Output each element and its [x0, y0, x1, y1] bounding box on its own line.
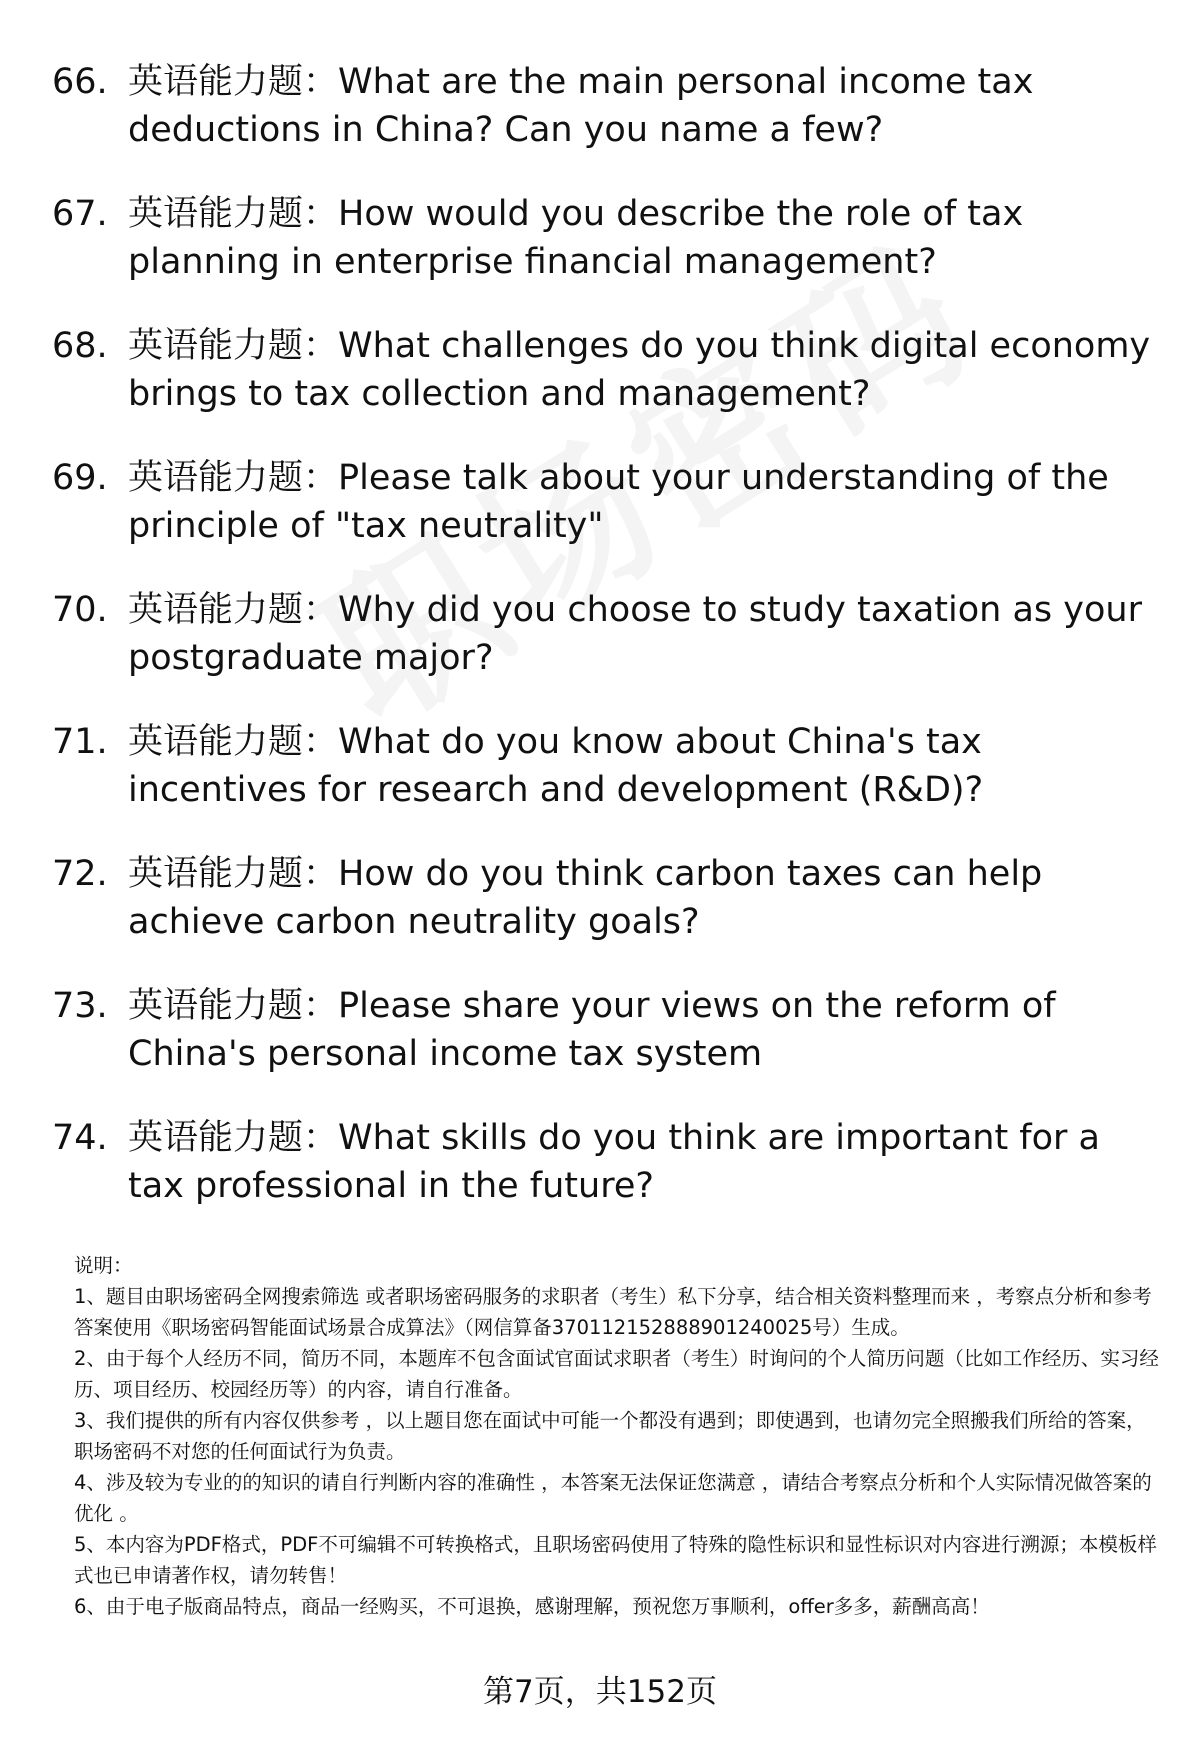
question-body: What are the main personal income tax deductions in China? Can you name a few? — [128, 62, 1034, 150]
question-text — [128, 1114, 1162, 1210]
note-item: 3、我们提供的所有内容仅供参考 ，以上题目您在面试中可能一个都没有遇到；即使遇到，也请勿完全照搬我们所给的答案，职场密码不对您的任何面试行为负责。 — [74, 1409, 1146, 1463]
question-item — [52, 850, 1162, 946]
question-prefix: 英语能力题： — [128, 986, 339, 1026]
question-item — [52, 718, 1162, 814]
question-body: How would you describe the role of tax planning in enterprise financial management? — [128, 194, 1024, 282]
question-prefix: 英语能力题： — [128, 590, 339, 630]
question-item — [52, 322, 1162, 418]
question-prefix: 英语能力题： — [128, 326, 339, 366]
question-number: 71. — [52, 722, 108, 762]
question-prefix: 英语能力题： — [128, 854, 339, 894]
note-item: 1、题目由职场密码全网搜索筛选 或者职场密码服务的求职者（考生）私下分享，结合相关资料整理而来 ，考察点分析和参考答案使用《职场密码智能面试场景合成算法》（网信算备370112152888901240025号）生成。 — [74, 1285, 1152, 1339]
question-prefix: 英语能力题： — [128, 722, 339, 762]
question-number: 67. — [52, 194, 108, 234]
question-body: How do you think carbon taxes can help achieve carbon neutrality goals? — [128, 854, 1043, 942]
question-body: Please talk about your understanding of the principle of "tax neutrality" — [128, 458, 1109, 546]
question-item — [52, 190, 1162, 286]
question-text — [128, 322, 1162, 418]
question-item — [52, 1114, 1162, 1210]
question-number: 74. — [52, 1118, 108, 1158]
question-item — [52, 586, 1162, 682]
question-body: What challenges do you think digital economy brings to tax collection and management? — [128, 326, 1151, 414]
notes-section — [74, 1250, 1160, 1622]
question-body: Please share your views on the reform of China's personal income tax system — [128, 986, 1056, 1074]
question-item — [52, 982, 1162, 1078]
question-text — [128, 718, 1162, 814]
question-item — [52, 58, 1162, 154]
question-body: Why did you choose to study taxation as your postgraduate major? — [128, 590, 1142, 678]
question-item — [52, 454, 1162, 550]
question-number: 73. — [52, 986, 108, 1026]
note-item: 6、由于电子版商品特点，商品一经购买，不可退换，感谢理解，预祝您万事顺利，offer多多，薪酬高高！ — [74, 1595, 990, 1618]
notes-heading: 说明： — [74, 1254, 133, 1277]
question-text — [128, 850, 1162, 946]
question-number: 69. — [52, 458, 108, 498]
page-number: 第7页，共152页 — [483, 1674, 717, 1710]
question-list — [52, 58, 1162, 1246]
question-number: 72. — [52, 854, 108, 894]
question-text — [128, 454, 1162, 550]
question-prefix: 英语能力题： — [128, 1118, 339, 1158]
question-text — [128, 982, 1162, 1078]
question-body: What skills do you think are important for a tax professional in the future? — [128, 1118, 1101, 1206]
question-number: 68. — [52, 326, 108, 366]
question-prefix: 英语能力题： — [128, 194, 339, 234]
question-number: 66. — [52, 62, 108, 102]
question-prefix: 英语能力题： — [128, 458, 339, 498]
question-text — [128, 58, 1162, 154]
question-body: What do you know about China's tax incentives for research and development (R&D)? — [128, 722, 984, 810]
note-item: 4、涉及较为专业的的知识的请自行判断内容的准确性 ，本答案无法保证您满意 ，请结合考察点分析和个人实际情况做答案的优化 。 — [74, 1471, 1152, 1525]
question-text — [128, 190, 1162, 286]
note-item: 2、由于每个人经历不同，简历不同，本题库不包含面试官面试求职者（考生）时询问的个人简历问题（比如工作经历、实习经历、项目经历、校园经历等）的内容，请自行准备。 — [74, 1347, 1159, 1401]
note-item: 5、本内容为PDF格式，PDF不可编辑不可转换格式，且职场密码使用了特殊的隐性标识和显性标识对内容进行溯源；本模板样式也已申请著作权，请勿转售！ — [74, 1533, 1157, 1587]
question-text — [128, 586, 1162, 682]
question-prefix: 英语能力题： — [128, 62, 339, 102]
question-number: 70. — [52, 590, 108, 630]
